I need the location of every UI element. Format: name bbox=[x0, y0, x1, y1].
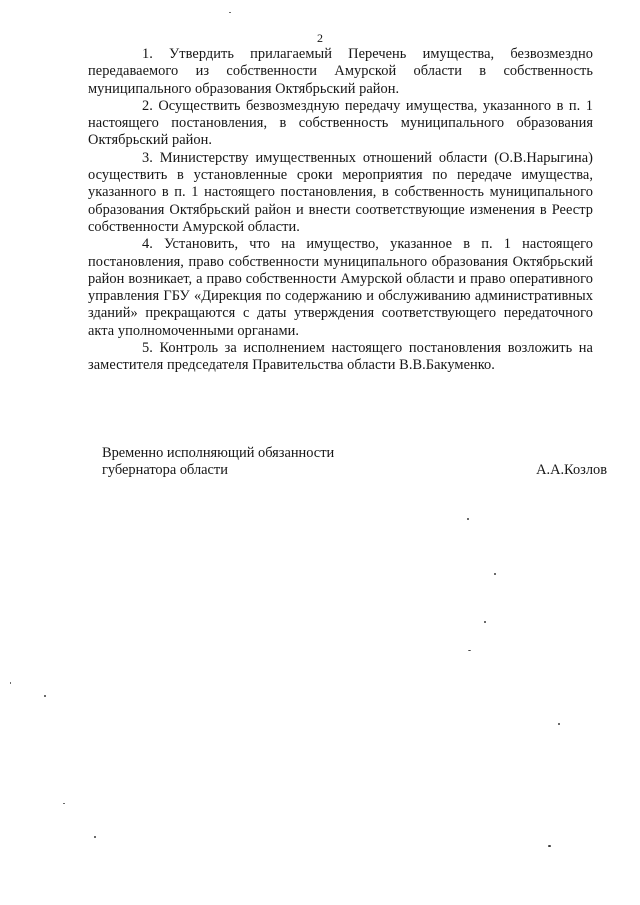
signatory-position-line-2: губернатора области bbox=[102, 462, 228, 479]
signatory-position-line-1: Временно исполняющий обязанности bbox=[102, 445, 335, 461]
scan-speck bbox=[229, 12, 231, 13]
scan-speck bbox=[494, 573, 496, 575]
paragraph-4: 4. Установить, что на имущество, указанное в п. 1 настоящего постановления, право собственности муниципального образования Октябрьский район возникает, а право собственности Амурской области и право оперативного управления ГБУ «Дирекция по содержанию и обслуживанию административных зданий» прекращаются с даты утверждения соответствующего передаточного акта уполномоченными органами. bbox=[88, 236, 593, 339]
page-number: 2 bbox=[317, 31, 323, 45]
paragraph-2: 2. Осуществить безвозмездную передачу имущества, указанного в п. 1 настоящего постановления, в собственность муниципального образования Октябрьский район. bbox=[88, 97, 593, 149]
scan-speck bbox=[467, 518, 469, 520]
paragraph-1: 1. Утвердить прилагаемый Перечень имущества, безвозмездно передаваемого из собственности Амурской области в собственность муниципального образования Октябрьский район. bbox=[88, 46, 593, 97]
scan-speck bbox=[468, 650, 471, 651]
scan-speck bbox=[484, 621, 486, 623]
document-body bbox=[88, 46, 593, 375]
scan-speck bbox=[44, 695, 46, 697]
scan-speck bbox=[10, 682, 11, 684]
scan-speck bbox=[63, 803, 65, 804]
paragraph-5: 5. Контроль за исполнением настоящего постановления возложить на заместителя председателя Правительства области В.В.Бакуменко. bbox=[88, 340, 593, 374]
signature-block bbox=[102, 445, 607, 480]
scan-speck bbox=[94, 836, 96, 838]
signatory-name: А.А.Козлов bbox=[536, 462, 607, 479]
scan-speck bbox=[548, 845, 551, 847]
paragraph-3: 3. Министерству имущественных отношений области (О.В.Нарыгина) осуществить в установленные сроки мероприятия по передаче имущества, указанного в п. 1 настоящего постановления, в собственность муниципального образования Октябрьский район и внести соответствующие изменения в Реестр собственности Амурской области. bbox=[88, 149, 593, 235]
scan-speck bbox=[558, 723, 560, 725]
